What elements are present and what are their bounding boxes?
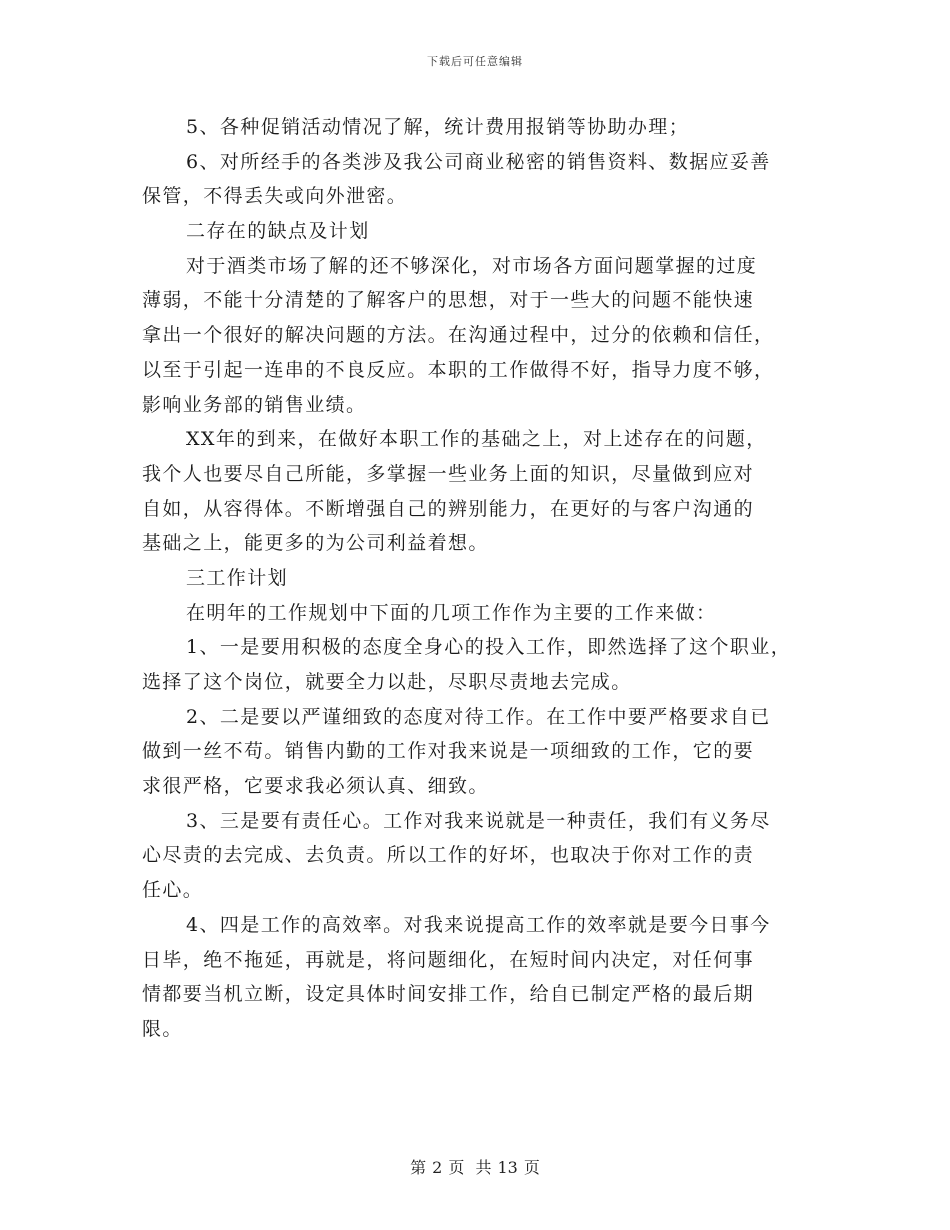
paragraph-line: 我个人也要尽自己所能，多掌握一些业务上面的知识，尽量做到应对 xyxy=(142,462,755,485)
paragraph-line: 拿出一个很好的解决问题的方法。在沟通过程中，过分的依赖和信任， xyxy=(142,324,775,347)
paragraph-line: 对于酒类市场了解的还不够深化，对市场各方面问题掌握的过度 xyxy=(186,254,758,277)
paragraph-line: 4、四是工作的高效率。对我来说提高工作的效率就是要今日事今 xyxy=(186,913,771,936)
paragraph-line: 心尽责的去完成、去负责。所以工作的好坏，也取决于你对工作的责 xyxy=(142,844,755,867)
paragraph-line: 日毕，绝不拖延，再就是，将问题细化，在短时间内决定，对任何事 xyxy=(142,948,755,971)
footer-prefix: 第 xyxy=(410,1158,427,1177)
section-heading: 二存在的缺点及计划 xyxy=(186,220,370,243)
header-note: 下载后可任意编辑 xyxy=(427,55,523,68)
paragraph-line: 情都要当机立断，设定具体时间安排工作，给自已制定严格的最后期 xyxy=(142,983,755,1006)
paragraph-line: 做到一丝不苟。销售内勤的工作对我来说是一项细致的工作，它的要 xyxy=(142,740,755,763)
paragraph-line: 影响业务部的销售业绩。 xyxy=(142,393,367,416)
paragraph-line: 选择了这个岗位，就要全力以赴，尽职尽责地去完成。 xyxy=(142,671,632,693)
paragraph-line: 5、各种促销活动情况了解，统计费用报销等协助办理； xyxy=(186,116,690,138)
paragraph-line: 求很严格，它要求我必须认真、细致。 xyxy=(142,775,489,798)
paragraph-line: 基础之上，能更多的为公司利益着想。 xyxy=(142,532,489,555)
paragraph-line: XX年的到来，在做好本职工作的基础之上，对上述存在的问题， xyxy=(186,428,767,451)
footer-suffix: 页 xyxy=(523,1158,540,1177)
footer-page-number: 2 xyxy=(432,1158,443,1177)
paragraph-line: 3、三是要有责任心。工作对我来说就是一种责任，我们有义务尽 xyxy=(186,809,771,832)
footer-total-pages: 13 xyxy=(497,1158,518,1177)
paragraph-line: 以至于引起一连串的不良反应。本职的工作做得不好，指导力度不够， xyxy=(142,358,775,381)
paragraph-line: 保管，不得丢失或向外泄密。 xyxy=(142,185,408,208)
page-footer xyxy=(0,1155,950,1178)
paragraph-line: 自如，从容得体。不断增强自己的辨别能力，在更好的与客户沟通的 xyxy=(142,497,755,520)
paragraph-line: 薄弱，不能十分清楚的了解客户的思想，对于一些大的问题不能快速 xyxy=(142,289,755,312)
paragraph-line: 在明年的工作规划中下面的几项工作作为主要的工作来做： xyxy=(186,601,717,624)
paragraph-line: 6、对所经手的各类涉及我公司商业秘密的销售资料、数据应妥善 xyxy=(186,150,771,173)
section-heading: 三工作计划 xyxy=(186,566,289,589)
footer-middle: 页 共 xyxy=(448,1158,492,1177)
paragraph-line: 1、一是要用积极的态度全身心的投入工作，即然选择了这个职业， xyxy=(186,636,792,659)
paragraph-line: 2、二是要以严谨细致的态度对待工作。在工作中要严格要求自已 xyxy=(186,705,771,728)
document-body xyxy=(142,110,812,1047)
paragraph-line: 限。 xyxy=(142,1017,183,1040)
paragraph-line: 任心。 xyxy=(142,879,204,902)
